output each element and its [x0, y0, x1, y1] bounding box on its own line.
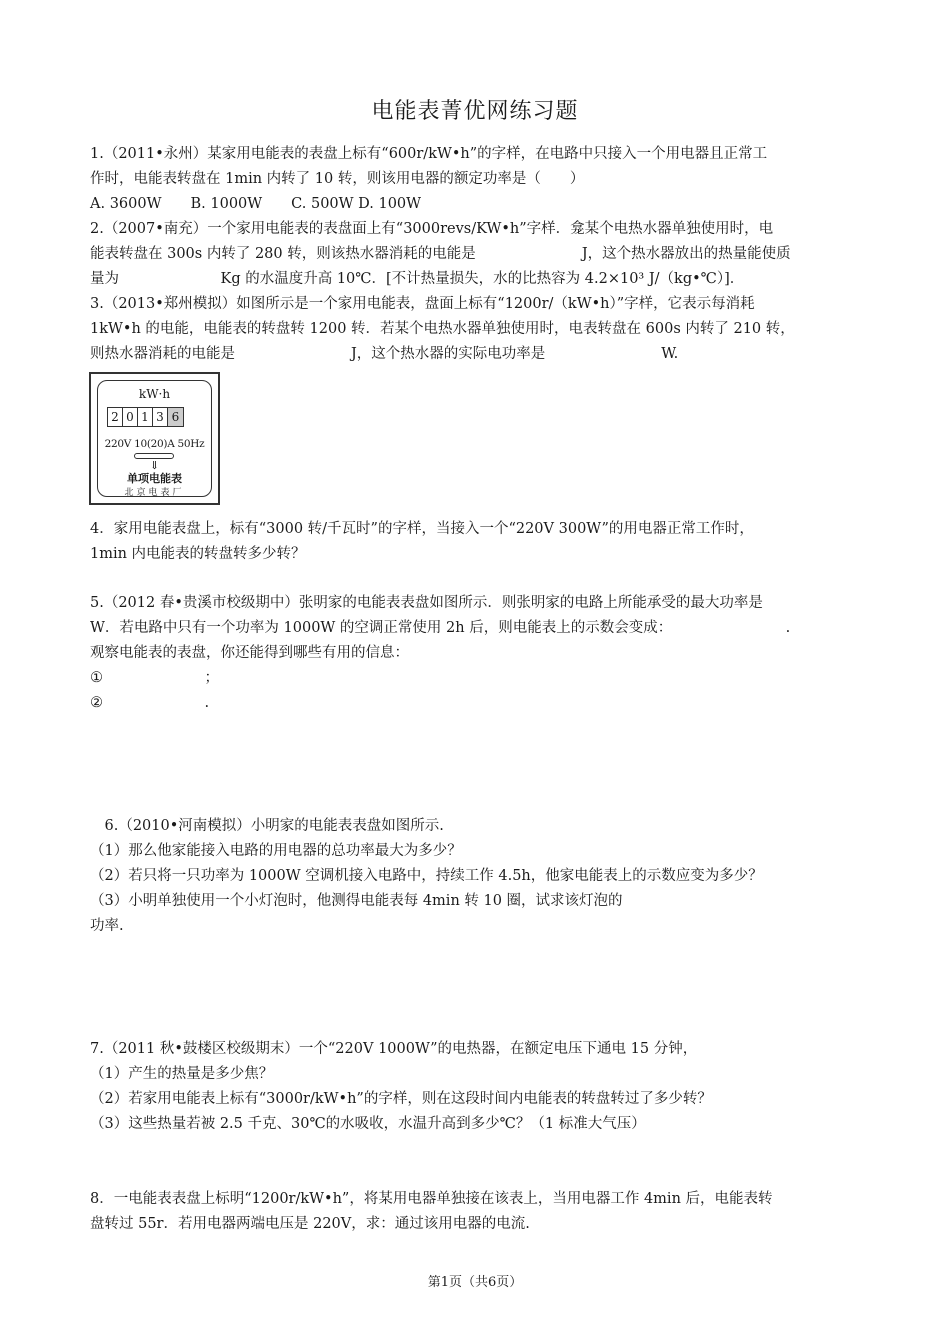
meter-maker-label: 北京电表厂 [124, 488, 185, 498]
page-title: 电能表菁优网练习题 [371, 99, 579, 124]
q5-line-2: W．若电路中只有一个功率为 1000W 的空调正常使用 2h 后，则电能表上的示数会变成： . [90, 620, 791, 636]
q5-answer-1: ① ； [90, 670, 219, 686]
q2-line-3: 量为 Kg 的水温度升高 10℃．[不计热量损失，水的比热容为 4.2×10³ J/（kg•℃）]． [90, 271, 745, 287]
q7-sub-1: （1）产生的热量是多少焦？ [90, 1066, 274, 1082]
q4-line-1: 4．家用电能表盘上，标有“3000 转/千瓦时”的字样，当接入一个“220V 300W”的用电器正常工作时， [90, 521, 754, 537]
meter-spec-label: 220V 10(20)A 50Hz [104, 438, 205, 450]
meter-digit: 0 [123, 408, 138, 426]
q5-line-1: 5.（2012 春•贵溪市校级期中）张明家的电能表表盘如图所示．则张明家的电路上所能承受的最大功率是 [90, 595, 763, 611]
meter-unit-label: kW·h [138, 387, 171, 401]
q3-line-1: 3.（2013•郑州模拟）如图所示是一个家用电能表，盘面上标有“1200r/（kW•h）”字样，它表示每消耗 [90, 296, 755, 312]
meter-digit: 2 [108, 408, 123, 426]
q6-sub-3-cont: 功率. [90, 918, 124, 934]
q3-line-2: 1kW•h 的电能，电能表的转盘转 1200 转．若某个电热水器单独使用时，电表转盘在 600s 内转了 210 转， [90, 321, 795, 337]
q4-line-2: 1min 内电能表的转盘转多少转？ [90, 546, 306, 562]
q7-sub-2: （2）若家用电能表上标有“3000r/kW•h”的字样，则在这段时间内电能表的转盘转过了多少转？ [90, 1091, 712, 1107]
q5-answer-2: ② . [90, 695, 210, 711]
q2-line-2: 能表转盘在 300s 内转了 280 转，则该热水器消耗的电能是 J，这个热水器放出的热量能使质 [90, 246, 791, 262]
q1-line-2: 作时，电能表转盘在 1min 内转了 10 转，则该用电器的额定功率是（ ） [90, 171, 585, 187]
meter-name-label: 单项电能表 [127, 472, 182, 485]
q8-line-1: 8．一电能表表盘上标明“1200r/kW•h”，将某用电器单独接在该表上，当用电器工作 4min 后，电能表转 [90, 1191, 773, 1207]
q1-line-1: 1.（2011•永州）某家用电能表的表盘上标有“600r/kW•h”的字样，在电路中只接入一个用电器且正常工 [90, 146, 768, 162]
q1-options: A. 3600W B. 1000W C. 500W D. 100W [90, 196, 422, 212]
q6-sub-2: （2）若只将一只功率为 1000W 空调机接入电路中，持续工作 4.5h，他家电能表上的示数应变为多少？ [90, 868, 763, 884]
meter-digit-display [107, 407, 184, 427]
rotor-arrow-icon: ⇓ [150, 459, 160, 472]
q6-sub-1: （1）那么他家能接入电路的用电器的总功率最大为多少？ [90, 843, 462, 859]
q7-sub-3: （3）这些热量若被 2.5 千克、30℃的水吸收，水温升高到多少℃？（1 标准大气压） [90, 1116, 646, 1132]
meter-dial [97, 380, 212, 497]
page-footer: 第1页（共6页） [427, 1275, 523, 1290]
q8-line-2: 盘转过 55r．若用电器两端电压是 220V，求：通过该用电器的电流. [90, 1216, 530, 1232]
electric-meter-figure [89, 372, 220, 505]
meter-digit-decimal: 6 [168, 408, 183, 426]
q5-line-3: 观察电能表的表盘，你还能得到哪些有用的信息： [90, 645, 409, 661]
q7-line-1: 7.（2011 秋•鼓楼区校级期末）一个“220V 1000W”的电热器，在额定电压下通电 15 分钟， [90, 1041, 698, 1057]
meter-digit: 3 [153, 408, 168, 426]
meter-digit: 1 [138, 408, 153, 426]
q6-sub-3: （3）小明单独使用一个小灯泡时，他测得电能表每 4min 转 10 圈，试求该灯泡的 [90, 893, 623, 909]
q2-line-1: 2.（2007•南充）一个家用电能表的表盘面上有“3000revs/KW•h”字样．龛某个电热水器单独使用时，电 [90, 221, 774, 237]
q6-line-1: 6.（2010•河南模拟）小明家的电能表表盘如图所示. [90, 818, 444, 834]
q3-line-3: 则热水器消耗的电能是 J，这个热水器的实际电功率是 W. [90, 346, 679, 362]
